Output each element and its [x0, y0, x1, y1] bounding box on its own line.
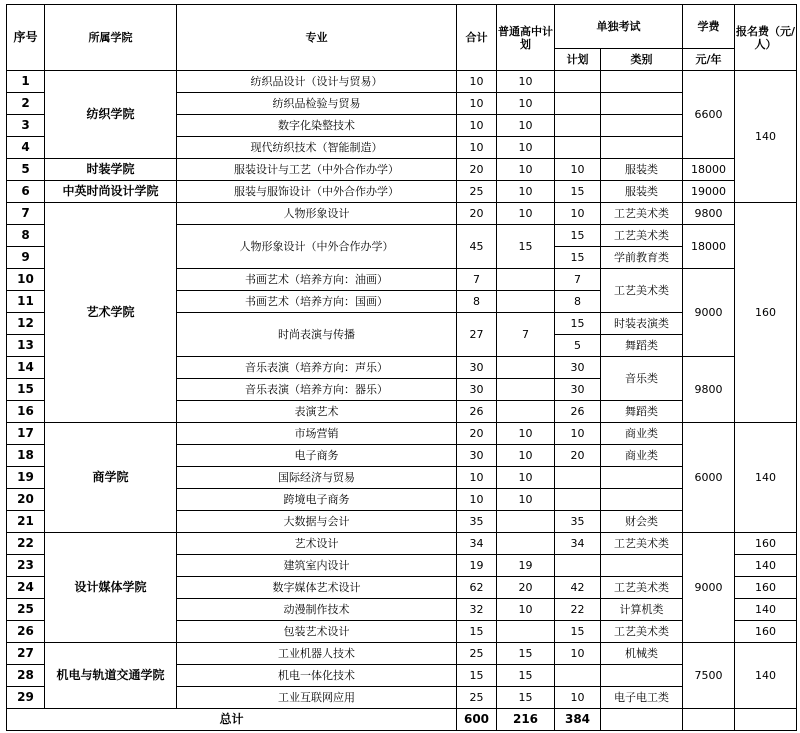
- row-no: 23: [7, 555, 45, 577]
- row-plan: 35: [555, 511, 601, 533]
- row-plan: 22: [555, 599, 601, 621]
- row-category: 工艺美术类: [601, 225, 683, 247]
- row-no: 7: [7, 203, 45, 225]
- row-total: 10: [457, 71, 497, 93]
- row-total: 7: [457, 269, 497, 291]
- row-major: 数字媒体艺术设计: [177, 577, 457, 599]
- row-category: 时装表演类: [601, 313, 683, 335]
- row-no: 21: [7, 511, 45, 533]
- row-general: 10: [497, 489, 555, 511]
- row-major: 电子商务: [177, 445, 457, 467]
- row-general: 10: [497, 599, 555, 621]
- header-general-plan: 普通高中计划: [497, 5, 555, 71]
- row-total: 62: [457, 577, 497, 599]
- row-total: 10: [457, 467, 497, 489]
- row-category: 音乐类: [601, 357, 683, 401]
- row-plan: 10: [555, 643, 601, 665]
- row-total: 26: [457, 401, 497, 423]
- totals-total: 600: [457, 709, 497, 731]
- tuition-fashion: 18000: [683, 159, 735, 181]
- table-row: [7, 181, 797, 203]
- row-plan: 10: [555, 203, 601, 225]
- row-category: 工艺美术类: [601, 533, 683, 555]
- row-general: [497, 401, 555, 423]
- fee-17-21: 140: [735, 423, 797, 533]
- row-category: [601, 489, 683, 511]
- row-category: [601, 137, 683, 159]
- fee-27-29: 140: [735, 643, 797, 709]
- table-row: [7, 159, 797, 181]
- fee-23: 140: [735, 555, 797, 577]
- row-total: 20: [457, 203, 497, 225]
- row-general: [497, 379, 555, 401]
- row-category: 服装类: [601, 159, 683, 181]
- row-plan: 26: [555, 401, 601, 423]
- totals-fee: [735, 709, 797, 731]
- fee-26: 160: [735, 621, 797, 643]
- row-major: 时尚表演与传播: [177, 313, 457, 357]
- row-category: 财会类: [601, 511, 683, 533]
- row-category: 服装类: [601, 181, 683, 203]
- row-no: 19: [7, 467, 45, 489]
- row-major: 纺织品检验与贸易: [177, 93, 457, 115]
- row-plan: 8: [555, 291, 601, 313]
- row-total: 15: [457, 621, 497, 643]
- row-category: 工艺美术类: [601, 621, 683, 643]
- row-no: 24: [7, 577, 45, 599]
- row-major: 人物形象设计: [177, 203, 457, 225]
- row-no: 15: [7, 379, 45, 401]
- tuition-r10-13: 9000: [683, 269, 735, 357]
- row-total: 15: [457, 665, 497, 687]
- fee-25: 140: [735, 599, 797, 621]
- row-no: 10: [7, 269, 45, 291]
- row-category: 工艺美术类: [601, 203, 683, 225]
- row-major: 市场营销: [177, 423, 457, 445]
- row-total: 25: [457, 687, 497, 709]
- row-general: 10: [497, 467, 555, 489]
- row-total: 45: [457, 225, 497, 269]
- row-general: 10: [497, 159, 555, 181]
- row-plan: [555, 665, 601, 687]
- row-no: 18: [7, 445, 45, 467]
- row-no: 11: [7, 291, 45, 313]
- row-general: 10: [497, 93, 555, 115]
- totals-label: 总计: [7, 709, 457, 731]
- row-general: 10: [497, 115, 555, 137]
- row-category: [601, 555, 683, 577]
- row-category: [601, 115, 683, 137]
- row-plan: [555, 93, 601, 115]
- row-no: 3: [7, 115, 45, 137]
- tuition-sino-british: 19000: [683, 181, 735, 203]
- row-category: 工艺美术类: [601, 269, 683, 313]
- row-major: 国际经济与贸易: [177, 467, 457, 489]
- row-plan: [555, 467, 601, 489]
- row-no: 12: [7, 313, 45, 335]
- row-general: 7: [497, 313, 555, 357]
- row-plan: 20: [555, 445, 601, 467]
- row-total: 8: [457, 291, 497, 313]
- row-general: 10: [497, 137, 555, 159]
- row-major: 工业互联网应用: [177, 687, 457, 709]
- row-total: 25: [457, 181, 497, 203]
- row-general: 15: [497, 687, 555, 709]
- college-design-media: 设计媒体学院: [45, 533, 177, 643]
- row-major: 表演艺术: [177, 401, 457, 423]
- row-plan: 30: [555, 357, 601, 379]
- row-total: 30: [457, 379, 497, 401]
- row-major: 跨境电子商务: [177, 489, 457, 511]
- row-category: 电子电工类: [601, 687, 683, 709]
- row-general: 20: [497, 577, 555, 599]
- row-no: 20: [7, 489, 45, 511]
- row-major: 服装设计与工艺（中外合作办学）: [177, 159, 457, 181]
- tuition-r7: 9800: [683, 203, 735, 225]
- row-general: 10: [497, 71, 555, 93]
- row-no: 5: [7, 159, 45, 181]
- row-plan: 10: [555, 423, 601, 445]
- row-no: 8: [7, 225, 45, 247]
- row-no: 2: [7, 93, 45, 115]
- row-category: [601, 93, 683, 115]
- row-no: 17: [7, 423, 45, 445]
- college-textile: 纺织学院: [45, 71, 177, 159]
- row-category: 舞蹈类: [601, 401, 683, 423]
- row-plan: [555, 137, 601, 159]
- row-no: 29: [7, 687, 45, 709]
- header-tuition-unit: 元/年: [683, 49, 735, 71]
- row-major: 包装艺术设计: [177, 621, 457, 643]
- table-row: [7, 71, 797, 93]
- row-major: 动漫制作技术: [177, 599, 457, 621]
- college-mechatronics: 机电与轨道交通学院: [45, 643, 177, 709]
- row-no: 6: [7, 181, 45, 203]
- row-category: 商业类: [601, 445, 683, 467]
- row-no: 22: [7, 533, 45, 555]
- table-row: [7, 203, 797, 225]
- row-total: 20: [457, 159, 497, 181]
- header-fee: 报名费（元/人）: [735, 5, 797, 71]
- row-major: 现代纺织技术（智能制造）: [177, 137, 457, 159]
- header-college: 所属学院: [45, 5, 177, 71]
- row-plan: 42: [555, 577, 601, 599]
- college-art: 艺术学院: [45, 203, 177, 423]
- row-major: 艺术设计: [177, 533, 457, 555]
- header-separate-exam: 单独考试: [555, 5, 683, 49]
- row-plan: 15: [555, 313, 601, 335]
- header-seq: 序号: [7, 5, 45, 71]
- college-fashion: 时装学院: [45, 159, 177, 181]
- row-category: 工艺美术类: [601, 577, 683, 599]
- row-plan: [555, 71, 601, 93]
- fee-22: 160: [735, 533, 797, 555]
- row-major: 纺织品设计（设计与贸易）: [177, 71, 457, 93]
- tuition-business: 6000: [683, 423, 735, 533]
- row-total: 10: [457, 93, 497, 115]
- totals-plan: 384: [555, 709, 601, 731]
- row-major: 服装与服饰设计（中外合作办学）: [177, 181, 457, 203]
- row-general: 10: [497, 181, 555, 203]
- enrollment-plan-table: [6, 4, 797, 731]
- fee-7-16: 160: [735, 203, 797, 423]
- fee-1-6: 140: [735, 71, 797, 203]
- row-total: 30: [457, 445, 497, 467]
- tuition-design-media: 9000: [683, 533, 735, 643]
- row-plan: 30: [555, 379, 601, 401]
- row-general: [497, 269, 555, 291]
- college-business: 商学院: [45, 423, 177, 533]
- row-plan: 15: [555, 621, 601, 643]
- row-major: 工业机器人技术: [177, 643, 457, 665]
- row-general: 10: [497, 203, 555, 225]
- row-total: 19: [457, 555, 497, 577]
- table-row: [7, 533, 797, 555]
- totals-tuition: [683, 709, 735, 731]
- totals-row: [7, 709, 797, 731]
- table-row: [7, 643, 797, 665]
- row-general: [497, 511, 555, 533]
- row-no: 25: [7, 599, 45, 621]
- row-plan: 15: [555, 181, 601, 203]
- row-plan: 15: [555, 225, 601, 247]
- row-general: 10: [497, 445, 555, 467]
- row-major: 建筑室内设计: [177, 555, 457, 577]
- row-plan: 10: [555, 159, 601, 181]
- row-general: [497, 621, 555, 643]
- row-general: 10: [497, 423, 555, 445]
- row-major: 音乐表演（培养方向：器乐）: [177, 379, 457, 401]
- row-total: 34: [457, 533, 497, 555]
- row-plan: 15: [555, 247, 601, 269]
- row-no: 28: [7, 665, 45, 687]
- row-category: 商业类: [601, 423, 683, 445]
- header-major: 专业: [177, 5, 457, 71]
- table-row: [7, 423, 797, 445]
- row-major: 人物形象设计（中外合作办学）: [177, 225, 457, 269]
- header-category: 类别: [601, 49, 683, 71]
- header-tuition: 学费: [683, 5, 735, 49]
- tuition-mechatronics: 7500: [683, 643, 735, 709]
- college-sino-british: 中英时尚设计学院: [45, 181, 177, 203]
- row-plan: 34: [555, 533, 601, 555]
- row-category: [601, 71, 683, 93]
- row-plan: 7: [555, 269, 601, 291]
- row-major: 音乐表演（培养方向：声乐）: [177, 357, 457, 379]
- row-total: 27: [457, 313, 497, 357]
- row-general: 19: [497, 555, 555, 577]
- row-total: 10: [457, 489, 497, 511]
- row-total: 35: [457, 511, 497, 533]
- row-major: 大数据与会计: [177, 511, 457, 533]
- row-general: [497, 533, 555, 555]
- header-total: 合计: [457, 5, 497, 71]
- row-total: 25: [457, 643, 497, 665]
- row-general: [497, 291, 555, 313]
- row-no: 9: [7, 247, 45, 269]
- row-total: 10: [457, 115, 497, 137]
- row-total: 30: [457, 357, 497, 379]
- row-category: 学前教育类: [601, 247, 683, 269]
- row-no: 1: [7, 71, 45, 93]
- row-no: 16: [7, 401, 45, 423]
- row-major: 书画艺术（培养方向：油画）: [177, 269, 457, 291]
- row-plan: [555, 489, 601, 511]
- row-general: 15: [497, 225, 555, 269]
- row-category: [601, 467, 683, 489]
- row-category: [601, 665, 683, 687]
- row-plan: [555, 555, 601, 577]
- tuition-textile: 6600: [683, 71, 735, 159]
- row-plan: 5: [555, 335, 601, 357]
- row-total: 32: [457, 599, 497, 621]
- row-no: 4: [7, 137, 45, 159]
- row-total: 20: [457, 423, 497, 445]
- row-total: 10: [457, 137, 497, 159]
- row-general: [497, 357, 555, 379]
- row-major: 机电一体化技术: [177, 665, 457, 687]
- fee-24: 160: [735, 577, 797, 599]
- header-plan: 计划: [555, 49, 601, 71]
- row-major: 数字化染整技术: [177, 115, 457, 137]
- row-no: 13: [7, 335, 45, 357]
- row-no: 26: [7, 621, 45, 643]
- tuition-r8-9: 18000: [683, 225, 735, 269]
- row-no: 27: [7, 643, 45, 665]
- row-no: 14: [7, 357, 45, 379]
- row-major: 书画艺术（培养方向：国画）: [177, 291, 457, 313]
- row-plan: 10: [555, 687, 601, 709]
- row-general: 15: [497, 643, 555, 665]
- row-category: 机械类: [601, 643, 683, 665]
- row-plan: [555, 115, 601, 137]
- row-general: 15: [497, 665, 555, 687]
- row-category: 舞蹈类: [601, 335, 683, 357]
- totals-general: 216: [497, 709, 555, 731]
- totals-category: [601, 709, 683, 731]
- tuition-r14-16: 9800: [683, 357, 735, 423]
- row-category: 计算机类: [601, 599, 683, 621]
